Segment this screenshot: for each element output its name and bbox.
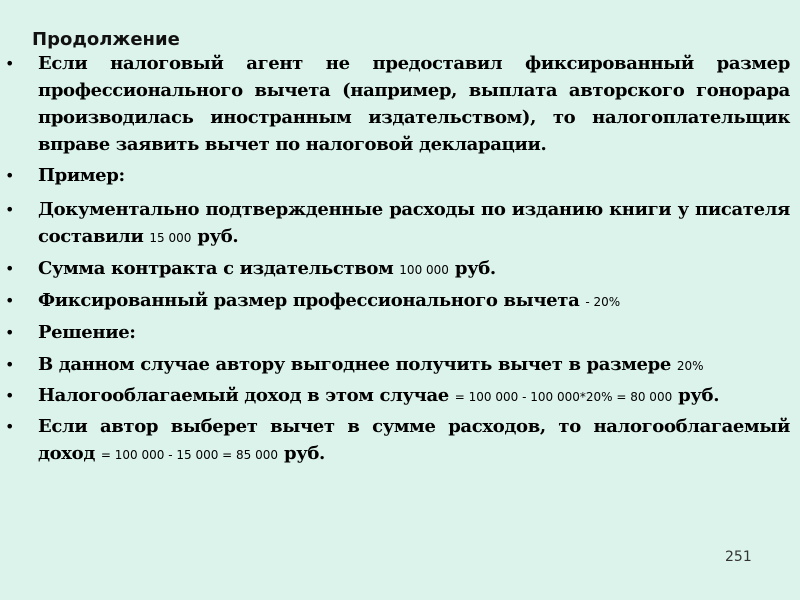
item-label: В данном случае автору выгоднее получить вычет в размере [38, 354, 671, 375]
unit-label: руб. [454, 258, 496, 279]
amount-value: 20% [676, 359, 704, 373]
unit-label: руб. [678, 385, 720, 406]
bullet-icon: • [5, 291, 15, 310]
item-text [38, 351, 790, 380]
item-label: Фиксированный размер профессионального вычета [38, 290, 580, 311]
item-text [38, 382, 790, 411]
bullet-icon: • [5, 386, 15, 405]
unit-label: руб. [283, 443, 325, 464]
item-text [38, 255, 790, 284]
page-number: 251 [725, 549, 752, 565]
amount-value: = 100 000 - 15 000 = 85 000 [100, 448, 279, 462]
item-text: Если налоговый агент не предоставил фиксированный размер профессионального вычета (например, выплата авторского гонорара производилась иностранным издательством), то налогоплательщик вправе заявить вычет по налоговой декларации. [38, 53, 790, 155]
item-label: Решение: [38, 322, 136, 343]
amount-value: 100 000 [399, 263, 449, 277]
bullet-icon: • [5, 417, 15, 436]
item-text [38, 162, 790, 189]
bullet-icon: • [5, 259, 15, 278]
item-text [38, 413, 790, 469]
amount-value: = 100 000 - 100 000*20% = 80 000 [454, 390, 673, 404]
item-label: Если автор выберет вычет в сумме расходов, то налогооблагаемый доход [38, 416, 790, 464]
unit-label: руб. [197, 226, 239, 247]
bullet-icon: • [5, 323, 15, 342]
bullet-icon: • [5, 166, 15, 185]
item-text [38, 287, 790, 316]
item-label: Пример: [38, 165, 125, 186]
bullet-icon: • [5, 200, 15, 219]
slide-heading: Продолжение [32, 29, 180, 50]
item-label: Сумма контракта с издательством [38, 258, 394, 279]
item-text [38, 196, 790, 252]
item-label: Налогооблагаемый доход в этом случае [38, 385, 449, 406]
amount-value: - 20% [585, 295, 621, 309]
bullet-icon: • [5, 355, 15, 374]
item-label: Документально подтвержденные расходы по изданию книги у писателя составили [38, 199, 790, 247]
amount-value: 15 000 [149, 231, 192, 245]
item-text [38, 319, 790, 346]
bullet-icon: • [5, 54, 15, 73]
